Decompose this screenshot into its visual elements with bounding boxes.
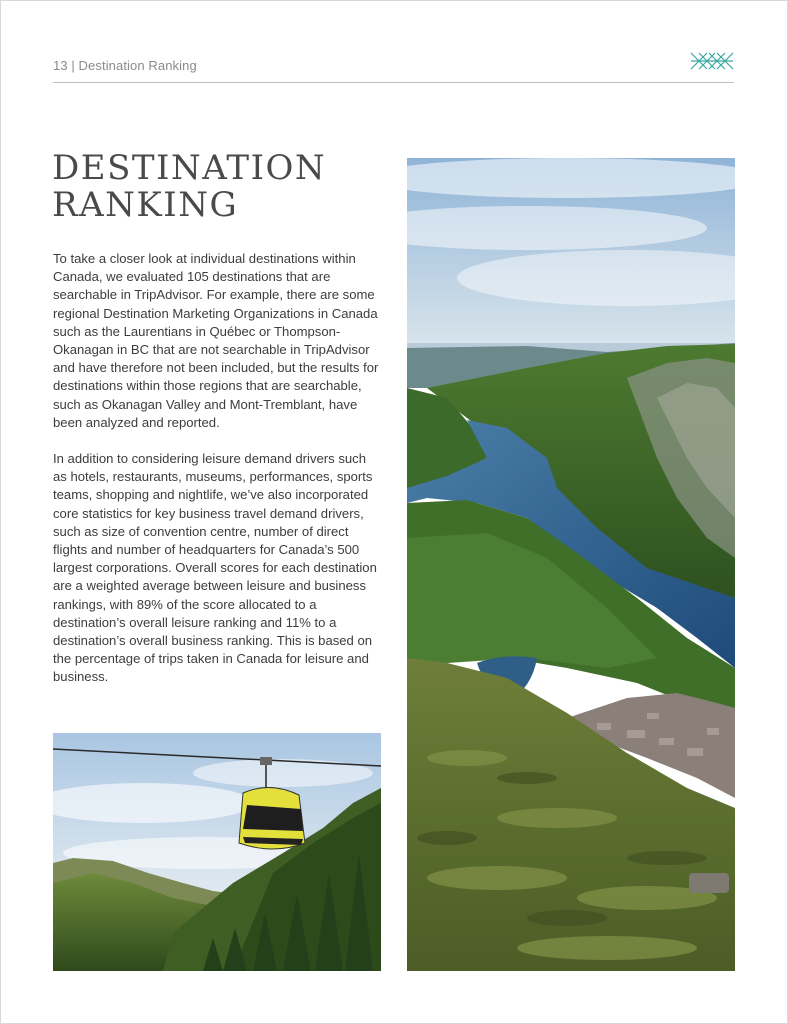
header-divider	[53, 82, 734, 83]
page-title	[52, 150, 372, 224]
body-paragraph-2: In addition to considering leisure demand drivers such as hotels, restaurants, museums, performances, sports teams, shopping and nightlife, we’ve also incorporated core statistics for key business travel demand drivers, such as size of convention centre, number of direct flights and number of headquarters for Canada’s 500 largest corporations. Overall scores for each destination are a weighted average between leisure and business rankings, with 89% of the score allocated to a destination’s overall leisure ranking and 11% to a destination’s overall business ranking. This is based on the percentage of trips taken in Canada for leisure and business.	[53, 451, 377, 685]
page-title-line-2: RANKING	[52, 185, 239, 225]
page-header-label: 13 | Destination Ranking	[53, 58, 197, 73]
body-text	[53, 250, 383, 705]
page-title-line-1: DESTINATION	[52, 148, 327, 188]
body-paragraph-1: To take a closer look at individual destinations within Canada, we evaluated 105 destinations that are searchable in TripAdvisor. For example, there are some regional Destination Marketing Organizations in Canada such as the Laurentians in Québec or Thompson-Okanagan in BC that are not searchable in TripAdvisor and have therefore not been included, but the results for destinations within those regions that are searchable, such as Okanagan Valley and Mont-Tremblant, have been analyzed and reported.	[53, 251, 379, 430]
gondola-photo	[53, 733, 381, 971]
crossed-lines-logo-icon	[690, 52, 734, 70]
fjord-photo	[407, 158, 735, 971]
